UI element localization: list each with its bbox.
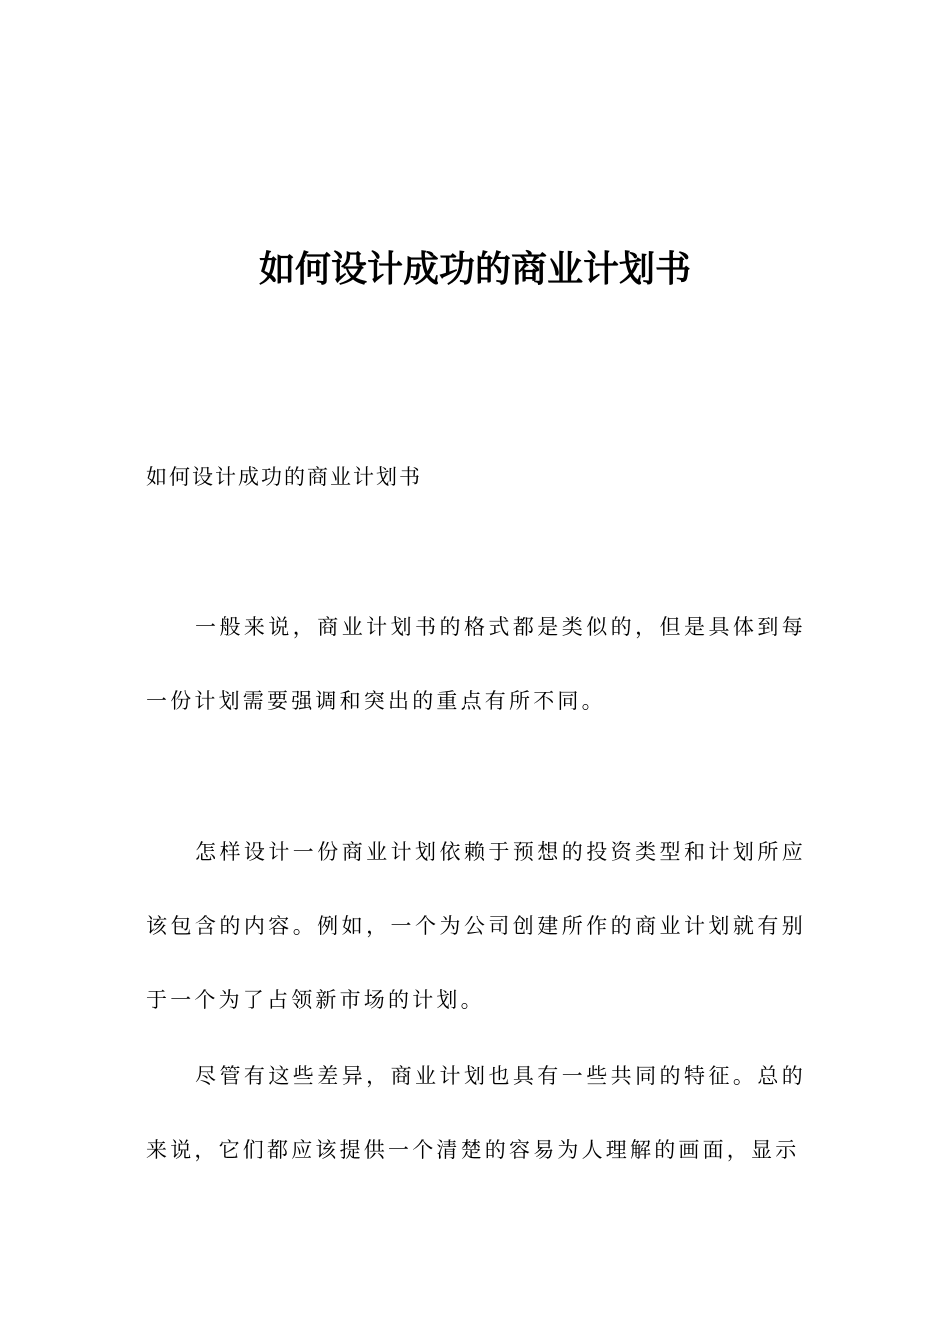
paragraph: 一般来说，商业计划书的格式都是类似的，但是具体到每一份计划需要强调和突出的重点有所不同。 — [146, 615, 806, 713]
paragraph: 怎样设计一份商业计划依赖于预想的投资类型和计划所应该包含的内容。例如，一个为公司创建所作的商业计划就有别于一个为了占领新市场的计划。 — [146, 840, 806, 1012]
paragraph: 尽管有这些差异，商业计划也具有一些共同的特征。总的来说，它们都应该提供一个清楚的容易为人理解的画面，显示 — [146, 1064, 806, 1162]
document-subtitle: 如何设计成功的商业计划书 — [146, 465, 422, 489]
document-title: 如何设计成功的商业计划书 — [258, 249, 691, 291]
